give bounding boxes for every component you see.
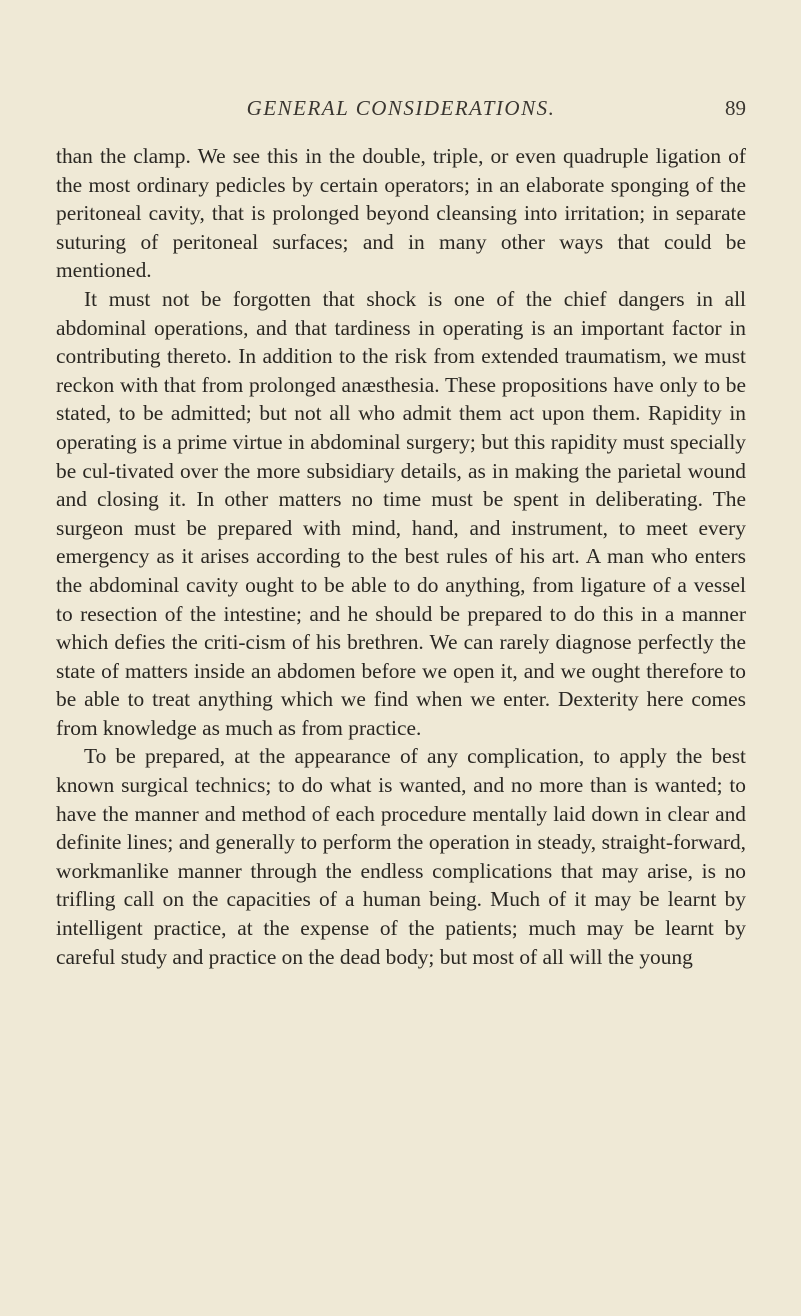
paragraph-preparation: To be prepared, at the appearance of any complication, to apply the best known surgical technics; to do what is wanted, and no more than is wanted; to have the manner and method of each procedure mentally laid down in clear and definite lines; and generally to perform the operation in steady, straight-forward, workmanlike manner through the endless complications that may arise, is no trifling call on the capacities of a human being. Much of it may be learnt by intelligent practice, at the expense of the patients; much may be learnt by careful study and practice on the dead body; but most of all will the young [56, 744, 746, 969]
page-number: 89 [725, 96, 746, 120]
body-text [56, 142, 746, 971]
paragraph-shock: It must not be forgotten that shock is one of the chief dangers in all abdominal operations, and that tardiness in operating is an important factor in contributing thereto. In addition to the risk from extended traumatism, we must reckon with that from prolonged anæsthesia. These propositions have only to be stated, to be admitted; but not all who admit them act upon them. Rapidity in operating is a prime virtue in abdominal surgery; but this rapidity must specially be cul-tivated over the more subsidiary details, as in making the parietal wound and closing it. In other matters no time must be spent in deliberating. The surgeon must be prepared with mind, hand, and instrument, to meet every emergency as it arises according to the best rules of his art. A man who enters the abdominal cavity ought to be able to do anything, from ligature of a vessel to resection of the intestine; and he should be prepared to do this in a manner which defies the criti-cism of his brethren. We can rarely diagnose perfectly the state of matters inside an abdomen before we open it, and we ought therefore to be able to treat anything which we find when we enter. Dexterity here comes from knowledge as much as from practice. [56, 286, 746, 740]
running-title: GENERAL CONSIDERATIONS. [246, 96, 556, 120]
running-head [56, 96, 746, 132]
paragraph-continuation: than the clamp. We see this in the double, triple, or even quadruple ligation of the most ordinary pedicles by certain operators; in an elaborate sponging of the peritoneal cavity, that is prolonged beyond cleansing into irritation; in separate suturing of peritoneal surfaces; and in many other ways that could be mentioned. [56, 144, 746, 283]
